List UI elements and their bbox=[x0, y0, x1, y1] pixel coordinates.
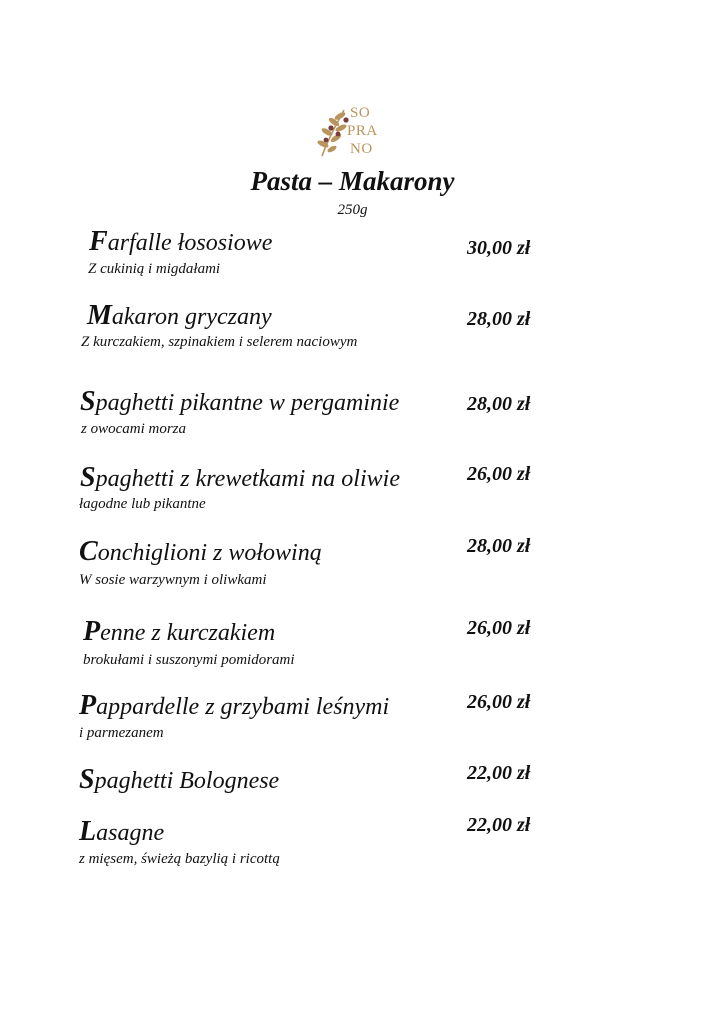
item-name-rest: paghetti pikantne w pergaminie bbox=[95, 390, 400, 416]
item-name-rest: paghetti z krewetkami na oliwie bbox=[95, 466, 400, 492]
item-initial: S bbox=[80, 462, 96, 493]
item-description: Z kurczakiem, szpinakiem i selerem naciowym bbox=[81, 334, 358, 350]
item-initial: L bbox=[79, 816, 97, 847]
menu-item bbox=[0, 300, 725, 360]
logo-line-3: NO bbox=[350, 141, 373, 157]
item-name-rest: asagne bbox=[96, 820, 165, 846]
item-name bbox=[80, 388, 399, 417]
item-name-rest: onchiglioni z wołowiną bbox=[97, 540, 322, 566]
item-name bbox=[83, 618, 275, 647]
item-name-rest: arfalle łososiowe bbox=[107, 230, 273, 256]
item-price: 26,00 zł bbox=[467, 691, 531, 713]
item-initial: C bbox=[79, 536, 98, 567]
menu-item bbox=[0, 226, 725, 286]
item-initial: P bbox=[83, 616, 101, 647]
item-price: 30,00 zł bbox=[467, 237, 531, 259]
item-price: 28,00 zł bbox=[467, 308, 531, 330]
item-name bbox=[79, 538, 322, 567]
item-description: i parmezanem bbox=[79, 725, 164, 741]
soprano-logo bbox=[314, 104, 394, 162]
menu-item bbox=[0, 386, 725, 446]
item-initial: P bbox=[79, 690, 97, 721]
item-description: łagodne lub pikantne bbox=[79, 496, 206, 512]
item-price: 26,00 zł bbox=[467, 617, 531, 639]
menu-item bbox=[0, 536, 725, 596]
item-name bbox=[89, 228, 272, 257]
item-name bbox=[80, 464, 400, 493]
item-description: z owocami morza bbox=[81, 421, 187, 437]
item-initial: S bbox=[80, 386, 96, 417]
item-price: 28,00 zł bbox=[467, 393, 531, 415]
item-name bbox=[79, 766, 279, 795]
menu-item bbox=[0, 462, 725, 522]
item-price: 28,00 zł bbox=[467, 535, 531, 557]
menu-item bbox=[0, 764, 725, 824]
item-name bbox=[79, 692, 389, 721]
item-description: z mięsem, świeżą bazylią i ricottą bbox=[79, 851, 280, 867]
item-name-rest: appardelle z grzybami leśnymi bbox=[96, 694, 390, 720]
item-description: brokułami i suszonymi pomidorami bbox=[83, 652, 295, 668]
item-name-rest: enne z kurczakiem bbox=[100, 620, 276, 646]
item-name bbox=[87, 302, 272, 331]
menu-subtitle: 250g bbox=[337, 202, 368, 218]
menu-item bbox=[0, 690, 725, 750]
item-price: 22,00 zł bbox=[467, 762, 531, 784]
item-price: 26,00 zł bbox=[467, 463, 531, 485]
item-initial: M bbox=[87, 300, 112, 331]
item-description: Z cukinią i migdałami bbox=[88, 261, 221, 277]
item-name-rest: paghetti Bolognese bbox=[94, 768, 280, 794]
menu-item bbox=[0, 816, 725, 876]
item-description: W sosie warzywnym i oliwkami bbox=[79, 572, 267, 588]
item-price: 22,00 zł bbox=[467, 814, 531, 836]
item-initial: S bbox=[79, 764, 95, 795]
logo-line-1: SO bbox=[350, 105, 371, 121]
item-name bbox=[79, 818, 164, 847]
item-name-rest: akaron gryczany bbox=[111, 304, 272, 330]
logo-line-2: PRA bbox=[347, 123, 378, 139]
menu-title: Pasta – Makarony bbox=[250, 166, 455, 196]
menu-item bbox=[0, 616, 725, 676]
item-initial: F bbox=[89, 226, 108, 257]
